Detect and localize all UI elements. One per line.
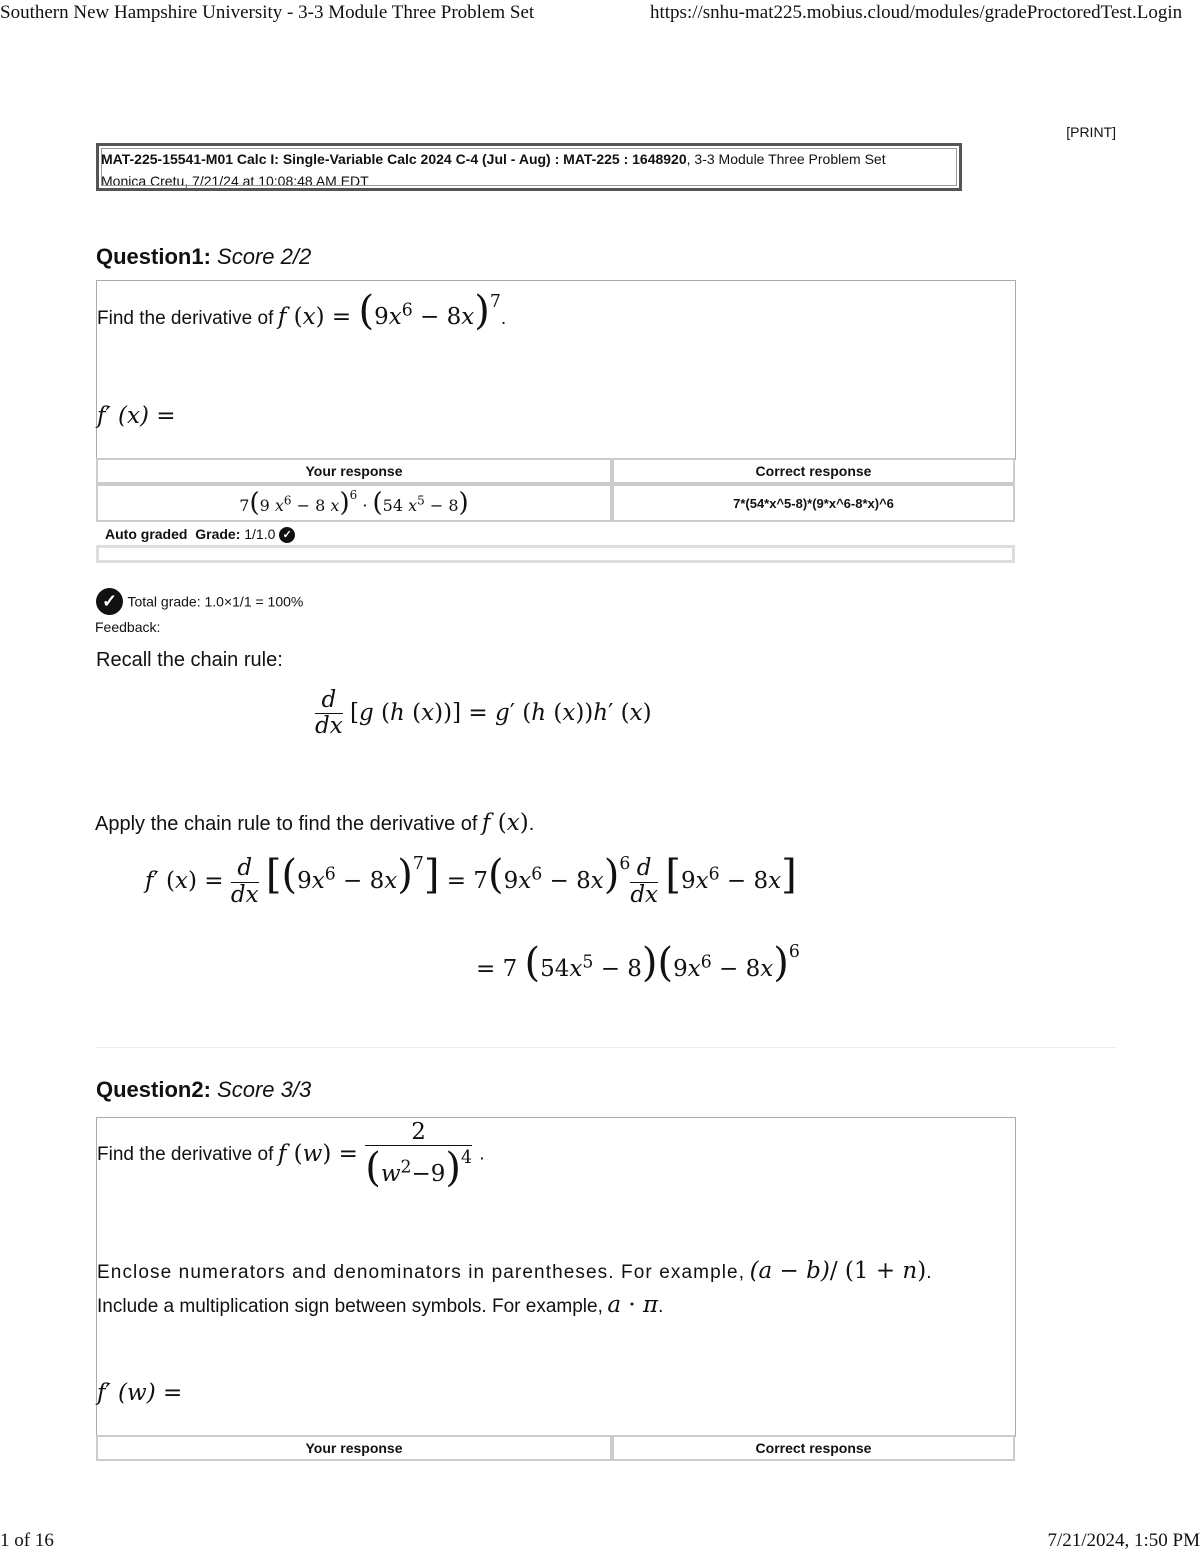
total-grade-line: [96, 588, 303, 615]
question-1-label: Question1:: [96, 244, 211, 269]
check-icon: ✓: [279, 527, 295, 543]
grade-value: 1/1.0: [244, 526, 276, 542]
assignment-name: , 3-3 Module Three Problem Set: [686, 151, 886, 167]
page-count: 1 of 16: [0, 1530, 54, 1551]
correct-response-header: Correct response: [612, 1435, 1015, 1461]
question-2-label: Question2:: [96, 1077, 211, 1102]
instruction-1-text: Enclose numerators and denominators in parentheses. For example,: [97, 1262, 746, 1283]
derivative-step-1: f′ (x) = $\frac{d}{dx}$ $[(9x^6 - 8x)^7] = 7(9x^6 - 8x)^6$ $\frac{d}{dx}$ $[9x^6 - 8x]$: [145, 852, 797, 908]
browser-page-title: Southern New Hampshire University - 3-3 Module Three Problem Set: [0, 2, 535, 23]
question-2-function: f (w) = $\frac{2}{(w^2-9)^4}$: [277, 1119, 472, 1192]
question-2-instruction-2: Include a multiplication sign between symbols. For example, a · π.: [97, 1292, 664, 1318]
question-2-instruction-1: Enclose numerators and denominators in parentheses. For example, (a − b)/ (1 + n).: [97, 1258, 932, 1284]
instruction-2-text: Include a multiplication sign between symbols. For example,: [97, 1296, 603, 1317]
question-divider: [96, 1047, 1116, 1048]
student-line: Monica Cretu, 7/21/24 at 10:08:48 AM EDT: [101, 173, 369, 189]
course-title: MAT-225-15541-M01 Calc I: Single-Variable Calc 2024 C-4 (Jul - Aug) : MAT-225 : 1648920: [101, 151, 687, 167]
derivative-step-2: = 7 $(54x^5 - 8)(9x^6 - 8x)^6$: [476, 940, 800, 986]
question-1-prompt: Find the derivative of f $(x) = (9x^6 - 8x)^7$.: [97, 288, 507, 334]
question-1-response-table: [96, 458, 1015, 522]
chain-rule-formula: $\frac{d}{dx}$ [g (h (x))] = g′ (h (x))h′ (x): [315, 687, 652, 740]
question-1-score: Score 2/2: [217, 244, 312, 269]
question-1-grade-bar: [96, 545, 1015, 563]
question-1-prompt-text: Find the derivative of: [97, 308, 274, 329]
question-2-answer-label: f′ (w) =: [97, 1380, 183, 1406]
feedback-apply-line: Apply the chain rule to find the derivative of f (x).: [95, 810, 535, 836]
question-1-grade-line: [105, 526, 295, 543]
your-response-math: 7(9 $x^6 - 8$ x)$^6$ · (54 $x^5 - 8$): [239, 487, 469, 518]
question-2-title: [96, 1077, 311, 1103]
question-2-prompt: Find the derivative of f (w) = $\frac{2}{(w^2-9)^4}$ .: [97, 1119, 485, 1192]
feedback-apply-text: Apply the chain rule to find the derivative of: [95, 813, 478, 835]
correct-response-header: Correct response: [612, 458, 1015, 484]
check-circle-icon: ✓: [96, 588, 123, 615]
feedback-label: Feedback:: [95, 619, 161, 635]
print-link[interactable]: [PRINT]: [1066, 124, 1116, 140]
your-response-header: Your response: [96, 458, 612, 484]
assignment-info-box: [96, 143, 962, 191]
your-response-cell: [96, 484, 612, 522]
your-response-header: Your response: [96, 1435, 612, 1461]
question-2-response-table: [96, 1435, 1015, 1461]
correct-response-cell: 7*(54*x^5-8)*(9*x^6-8*x)^6: [612, 484, 1015, 522]
auto-graded-label: Auto graded: [105, 526, 188, 542]
question-2-prompt-text: Find the derivative of: [97, 1144, 274, 1166]
question-2-score: Score 3/3: [217, 1077, 312, 1102]
question-1-answer-label: f′ (x) =: [97, 403, 176, 429]
feedback-recall-text: Recall the chain rule:: [96, 649, 283, 671]
browser-url: https://snhu-mat225.mobius.cloud/modules/gradeProctoredTest.Login: [650, 2, 1183, 23]
question-1-function: f $(x) = (9x^6 - 8x)^7$: [277, 288, 501, 334]
total-grade-text: Total grade: 1.0×1/1 = 100%: [127, 593, 304, 610]
print-date: 7/21/2024, 1:50 PM: [1047, 1530, 1200, 1551]
grade-label: Grade:: [195, 526, 241, 542]
question-1-title: [96, 244, 311, 270]
